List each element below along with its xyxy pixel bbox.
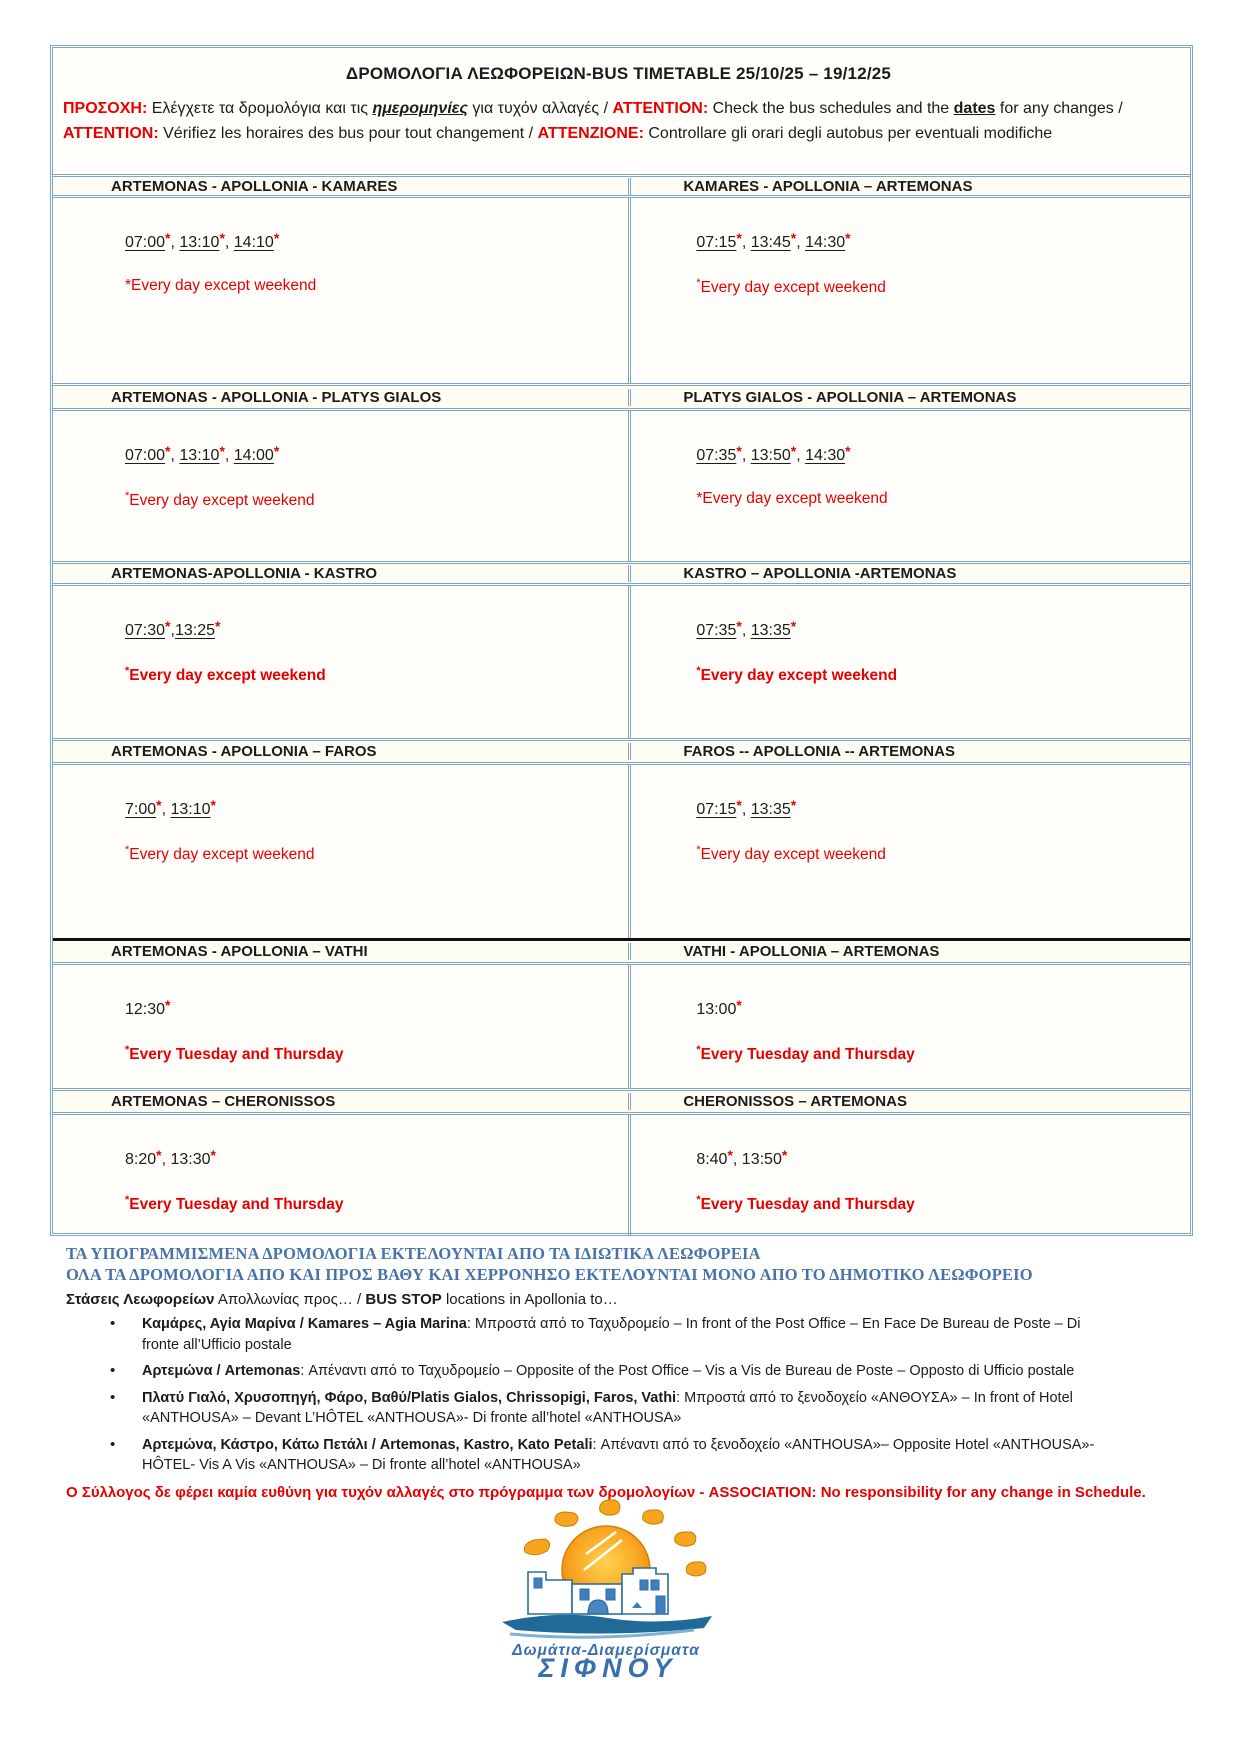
asterisk-marker: * bbox=[156, 1147, 162, 1163]
text-segment: Απολλωνίας προς… / bbox=[214, 1291, 366, 1308]
asterisk-marker: * bbox=[736, 443, 742, 459]
sifnos-logo bbox=[483, 1492, 733, 1682]
route-body-row bbox=[53, 411, 1190, 561]
attention-line bbox=[63, 121, 1176, 146]
route-header-row bbox=[53, 1088, 1190, 1115]
departure-times: 07:35*, 13:35* bbox=[696, 618, 797, 639]
route-header-row bbox=[53, 561, 1190, 586]
asterisk-marker: * bbox=[696, 1044, 701, 1056]
text-segment: BUS STOP bbox=[365, 1291, 442, 1308]
departure-times: 8:20*, 13:30* bbox=[125, 1147, 216, 1168]
route-header-row bbox=[53, 383, 1190, 411]
attention-line bbox=[63, 96, 1176, 121]
note-text: Every Tuesday and Thursday bbox=[700, 1196, 915, 1213]
asterisk-marker: * bbox=[790, 230, 797, 246]
time-value: 14:00 bbox=[233, 447, 274, 464]
page-title: ΔΡΟΜΟΛΟΓΙΑ ΛΕΩΦΟΡΕΙΩΝ-BUS TIMETABLE 25/10/25 – 19/12/25 bbox=[345, 64, 892, 83]
text-segment: Ελέγχετε τα δρομολόγια και τις bbox=[147, 100, 373, 117]
note-text: Every day except weekend bbox=[129, 492, 315, 509]
asterisk-marker: * bbox=[273, 443, 280, 459]
asterisk-marker: * bbox=[125, 844, 130, 856]
bus-stop-list bbox=[50, 1314, 1193, 1476]
bus-stop-description: : Μπροστά από το Ταχυδρομείο – In front of the Post Office – En Face De Bureau de Poste – Di fronte all’Ufficio postale bbox=[142, 1316, 1081, 1353]
schedule-note bbox=[696, 277, 1190, 297]
text-segment: Στάσεις Λεωφορείων bbox=[66, 1291, 215, 1308]
attention-text bbox=[61, 96, 1176, 146]
asterisk-marker: * bbox=[727, 1147, 733, 1163]
asterisk-marker: * bbox=[790, 443, 797, 459]
departure-times: 8:40*, 13:50* bbox=[696, 1147, 788, 1168]
footer-notes bbox=[50, 1243, 1193, 1501]
bus-stop-item bbox=[110, 1388, 1120, 1429]
note-text: Every day except weekend bbox=[129, 667, 326, 684]
route-title-left: ARTEMONAS – CHERONISSOS bbox=[111, 1093, 336, 1110]
text-segment: Vérifiez les horaires des bus pour tout changement / bbox=[158, 125, 538, 142]
route-title-right: KAMARES - APOLLONIA – ARTEMONAS bbox=[628, 178, 1190, 195]
route-header-row bbox=[53, 174, 1190, 198]
time-value: 13:45 bbox=[750, 234, 791, 251]
schedule-note bbox=[696, 844, 1190, 864]
time-value: 07:30 bbox=[125, 622, 166, 639]
departure-times: 07:30*,13:25* bbox=[125, 618, 221, 639]
route-title-right: FAROS -- APOLLONIA -- ARTEMONAS bbox=[628, 743, 1190, 760]
asterisk-marker: * bbox=[165, 997, 171, 1013]
time-value: 13:10 bbox=[179, 447, 220, 464]
asterisk-marker: * bbox=[790, 797, 797, 813]
time-value: 12:30 bbox=[125, 1001, 166, 1018]
route-title-right: KASTRO – APOLLONIA -ARTEMONAS bbox=[628, 565, 1190, 582]
asterisk-marker: * bbox=[125, 1194, 130, 1206]
note-private-buses: ΤΑ ΥΠΟΓΡΑΜΜΙΣΜΕΝΑ ΔΡΟΜΟΛΟΓΙΑ ΕΚΤΕΛΟΥΝΤΑΙ ΑΠΟ ΤΑ ΙΔΙΩΤΙΚΑ ΛΕΩΦΟΡΕΙΑ bbox=[66, 1244, 761, 1263]
route-title-right: PLATYS GIALOS - APOLLONIA – ARTEMONAS bbox=[628, 389, 1190, 406]
departure-times: 07:15*, 13:35* bbox=[696, 797, 797, 818]
asterisk-marker: * bbox=[125, 665, 130, 677]
time-value: 13:10 bbox=[170, 801, 211, 818]
asterisk-marker: * bbox=[736, 797, 742, 813]
bus-stop-name: Αρτεμώνα / Artemonas bbox=[142, 1363, 301, 1379]
time-value: 07:35 bbox=[696, 622, 737, 639]
time-value: 14:10 bbox=[233, 234, 274, 251]
route-body-row bbox=[53, 1115, 1190, 1236]
route-title-left: ARTEMONAS-APOLLONIA - KASTRO bbox=[111, 565, 378, 582]
bus-stop-item bbox=[110, 1314, 1120, 1355]
note-text: Every Tuesday and Thursday bbox=[129, 1196, 344, 1213]
route-title-right: VATHI - APOLLONIA – ARTEMONAS bbox=[628, 943, 1190, 960]
bus-stop-name: Πλατύ Γιαλό, Χρυσοπηγή, Φάρο, Βαθύ/Platis Gialos, Chrissopigi, Faros, Vathi bbox=[142, 1389, 677, 1406]
route-header-row bbox=[53, 938, 1190, 965]
house-door-icon bbox=[588, 1600, 608, 1614]
bus-stop-description: : Απέναντι από το ξενοδοχείο «ANTHOUSA»– Opposite Hotel «ANTHOUSA»- HÔTEL- Vis A Vis «ANTHOUSA» – Di fronte all’hotel «ANTHOUSA» bbox=[142, 1436, 1095, 1473]
asterisk-marker: * bbox=[156, 797, 162, 813]
note-municipal-bus: ΟΛΑ ΤΑ ΔΡΟΜΟΛΟΓΙΑ ΑΠΟ ΚΑΙ ΠΡΟΣ ΒΑΘΥ ΚΑΙ ΧΕΡΡΟΝΗΣΟ ΕΚΤΕΛΟΥΝΤΑΙ ΜΟΝΟ ΑΠΟ ΤΟ ΔΗΜΟΤΙΚΟ ΛΕΩΦΟΡΕΙΟ bbox=[66, 1265, 1033, 1284]
asterisk-marker: * bbox=[696, 844, 701, 856]
time-value: 13:50 bbox=[741, 1151, 782, 1168]
bus-stop-name: Αρτεμώνα, Κάστρο, Κάτω Πετάλι / Artemonas, Kastro, Kato Petali bbox=[142, 1436, 593, 1453]
time-value: 07:35 bbox=[696, 447, 737, 464]
text-segment: ATTENZIONE: bbox=[537, 125, 644, 142]
route-cell-right bbox=[628, 965, 1190, 1088]
asterisk-marker: * bbox=[210, 797, 216, 813]
asterisk-marker: * bbox=[781, 1147, 788, 1163]
asterisk-marker: * bbox=[736, 618, 742, 634]
asterisk-marker: * bbox=[165, 618, 171, 634]
route-cell-left bbox=[53, 411, 628, 561]
schedule-note bbox=[125, 1194, 628, 1214]
time-value: 13:50 bbox=[750, 447, 791, 464]
asterisk-marker: * bbox=[125, 277, 132, 294]
note-text: Every day except weekend bbox=[131, 277, 317, 294]
departure-times: 07:15*, 13:45*, 14:30* bbox=[696, 230, 851, 251]
time-value: 7:00 bbox=[125, 801, 157, 818]
asterisk-marker: * bbox=[215, 618, 221, 634]
time-value: 07:15 bbox=[696, 234, 737, 251]
note-text: Every day except weekend bbox=[700, 667, 898, 684]
route-title-left: ARTEMONAS - APOLLONIA – FAROS bbox=[111, 743, 377, 760]
schedule-note bbox=[125, 277, 628, 295]
time-value: 13:10 bbox=[179, 234, 220, 251]
schedule-note bbox=[696, 665, 1190, 685]
asterisk-marker: * bbox=[165, 230, 171, 246]
asterisk-marker: * bbox=[210, 1147, 216, 1163]
bus-stop-item bbox=[110, 1361, 1120, 1382]
route-cell-left bbox=[53, 965, 628, 1088]
route-cell-right bbox=[628, 586, 1190, 738]
bus-stop-name: Καμάρες, Αγία Μαρίνα / Kamares – Agia Marina bbox=[142, 1316, 467, 1332]
time-value: 07:15 bbox=[696, 801, 737, 818]
route-cell-right bbox=[628, 411, 1190, 561]
asterisk-marker: * bbox=[125, 490, 130, 502]
sea-wave-icon bbox=[502, 1615, 712, 1637]
bus-stop-intro bbox=[50, 1291, 1193, 1308]
asterisk-marker: * bbox=[736, 997, 742, 1013]
bus-stop-item bbox=[110, 1435, 1120, 1476]
text-segment: ημερομηνίες bbox=[372, 100, 468, 117]
schedule-note bbox=[125, 1044, 628, 1064]
title-block bbox=[53, 48, 1190, 174]
schedule-note bbox=[125, 844, 628, 864]
time-value: 07:00 bbox=[125, 234, 166, 251]
note-text: Every Tuesday and Thursday bbox=[700, 1046, 915, 1063]
logo-line2: ΣΙΦΝΟΥ bbox=[538, 1653, 678, 1682]
text-segment: dates bbox=[953, 100, 996, 117]
time-value: 13:25 bbox=[174, 622, 215, 639]
text-segment: ATTENTION: bbox=[63, 125, 159, 142]
note-text: Every day except weekend bbox=[700, 279, 886, 296]
route-title-left: ARTEMONAS - APOLLONIA - KAMARES bbox=[111, 177, 398, 195]
route-title-left: ARTEMONAS - APOLLONIA - PLATYS GIALOS bbox=[111, 388, 442, 406]
asterisk-marker: * bbox=[736, 230, 742, 246]
time-value: 13:00 bbox=[696, 1001, 737, 1018]
route-header-row bbox=[53, 738, 1190, 765]
departure-times: 07:35*, 13:50*, 14:30* bbox=[696, 443, 851, 464]
bus-stop-description: : Απέναντι από το Ταχυδρομείο – Opposite of the Post Office – Vis a Vis de Bureau de Poste – Opposto di Ufficio postale bbox=[300, 1363, 1075, 1379]
asterisk-marker: * bbox=[165, 443, 171, 459]
note-text: Every day except weekend bbox=[129, 846, 315, 863]
route-cell-right bbox=[628, 1115, 1190, 1236]
asterisk-marker: * bbox=[696, 1194, 701, 1206]
text-segment: for any changes / bbox=[995, 100, 1123, 117]
asterisk-marker: * bbox=[790, 618, 797, 634]
text-segment: locations in Apollonia to… bbox=[441, 1291, 618, 1308]
framed-box bbox=[50, 45, 1193, 1236]
text-segment: για τυχόν αλλαγές / bbox=[467, 100, 613, 117]
departure-times bbox=[125, 997, 628, 1019]
time-value: 13:30 bbox=[170, 1151, 211, 1168]
note-text: Every day except weekend bbox=[702, 490, 888, 507]
schedule-note bbox=[696, 1044, 1190, 1064]
schedule-note bbox=[696, 1194, 1190, 1214]
departure-times: 07:00*, 13:10*, 14:00* bbox=[125, 443, 280, 464]
route-title-left: ARTEMONAS - APOLLONIA – VATHI bbox=[111, 943, 368, 960]
route-cell-left bbox=[53, 198, 628, 383]
note-text: Every Tuesday and Thursday bbox=[129, 1046, 344, 1063]
route-title-right: CHERONISSOS – ARTEMONAS bbox=[628, 1093, 1190, 1110]
time-value: 13:35 bbox=[750, 622, 791, 639]
time-value: 14:30 bbox=[805, 234, 846, 251]
departure-times bbox=[696, 997, 1190, 1019]
asterisk-marker: * bbox=[696, 277, 701, 289]
asterisk-marker: * bbox=[845, 443, 851, 459]
bus-timetable bbox=[53, 174, 1190, 1236]
time-value: 07:00 bbox=[125, 447, 166, 464]
route-cell-left bbox=[53, 765, 628, 938]
departure-times: 07:00*, 13:10*, 14:10* bbox=[125, 230, 280, 251]
schedule-note bbox=[125, 490, 628, 510]
route-body-row bbox=[53, 965, 1190, 1088]
asterisk-marker: * bbox=[273, 230, 280, 246]
departure-times: 7:00*, 13:10* bbox=[125, 797, 216, 818]
asterisk-marker: * bbox=[125, 1044, 130, 1056]
route-cell-right bbox=[628, 198, 1190, 383]
time-value: 13:35 bbox=[750, 801, 791, 818]
asterisk-marker: * bbox=[219, 230, 225, 246]
asterisk-marker: * bbox=[696, 490, 703, 507]
route-body-row bbox=[53, 198, 1190, 383]
route-body-row bbox=[53, 765, 1190, 938]
asterisk-marker: * bbox=[696, 665, 701, 677]
schedule-note bbox=[125, 665, 628, 685]
route-cell-right bbox=[628, 765, 1190, 938]
text-segment: ΠΡΟΣΟΧΗ: bbox=[63, 100, 148, 117]
schedule-note bbox=[696, 490, 1190, 508]
text-segment: ATTENTION: bbox=[612, 100, 709, 117]
route-cell-left bbox=[53, 586, 628, 738]
logo-line1: Δωμάτια-Διαμερίσματα bbox=[512, 1642, 700, 1659]
asterisk-marker: * bbox=[845, 230, 851, 246]
bus-stop-description: : Μπροστά από το ξενοδοχείο «ΑΝΘΟΥΣΑ» – In front of Hotel «ANTHOUSA» – Devant L’HÔTEL «ANTHOUSA»- Di fronte all’hotel «ANTHOUSA» bbox=[142, 1389, 1073, 1426]
text-segment: Controllare gli orari degli autobus per eventuali modifiche bbox=[643, 125, 1053, 142]
time-value: 8:20 bbox=[125, 1151, 157, 1168]
route-body-row bbox=[53, 586, 1190, 738]
association-disclaimer: Ο Σύλλογος δε φέρει καμία ευθύνη για τυχόν αλλαγές στο πρόγραμμα των δρομολογίων - ASSOCIATION: No responsibility for any change in Schedule. bbox=[66, 1483, 1146, 1501]
text-segment: Check the bus schedules and the bbox=[708, 100, 954, 117]
note-text: Every day except weekend bbox=[700, 846, 886, 863]
time-value: 8:40 bbox=[696, 1151, 728, 1168]
asterisk-marker: * bbox=[219, 443, 225, 459]
route-cell-left bbox=[53, 1115, 628, 1236]
time-value: 14:30 bbox=[805, 447, 846, 464]
